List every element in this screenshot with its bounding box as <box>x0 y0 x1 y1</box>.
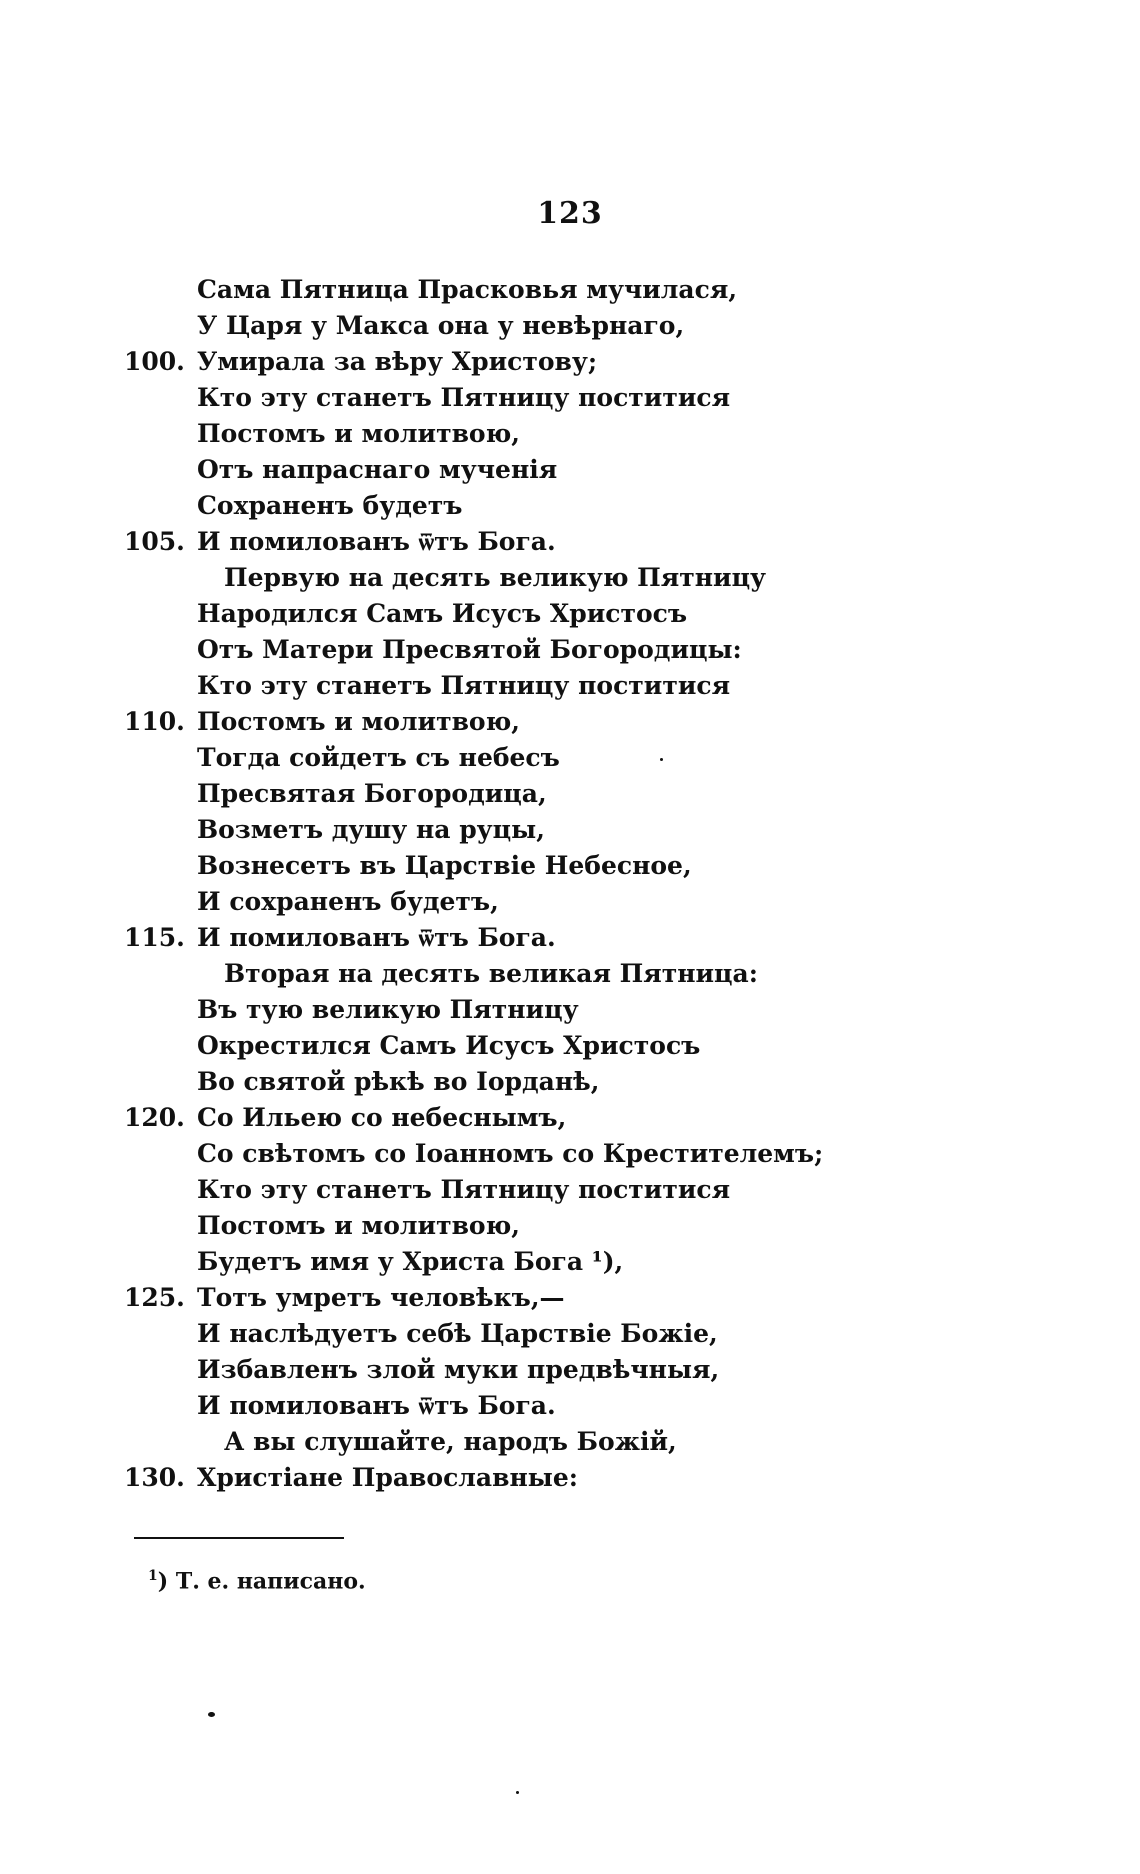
line-text: Тотъ умретъ человѣкъ,— <box>197 1283 565 1312</box>
verse-line <box>0 524 1140 560</box>
verse-line <box>0 812 1140 848</box>
line-text: А вы слушайте, народъ Божій, <box>224 1427 677 1456</box>
verse-line <box>0 344 1140 380</box>
ink-speck <box>660 758 663 761</box>
line-number: 110. <box>124 707 185 736</box>
verse-line <box>0 1460 1140 1496</box>
line-text: Вторая на десять великая Пятница: <box>224 959 758 988</box>
line-text: Вознесетъ въ Царствіе Небесное, <box>197 851 692 880</box>
poem-body <box>0 272 1140 1496</box>
line-text: Кто эту станетъ Пятницу поститися <box>197 671 731 700</box>
verse-line <box>0 1208 1140 1244</box>
line-text: Отъ напраснаго мученія <box>197 455 558 484</box>
verse-line <box>0 1424 1140 1460</box>
line-text: Будетъ имя у Христа Бога ¹), <box>197 1247 624 1276</box>
footnote-divider <box>134 1537 344 1539</box>
verse-line <box>0 1316 1140 1352</box>
line-text: И помилованъ ѿтъ Бога. <box>197 527 556 556</box>
line-text: У Царя у Макса она у невѣрнаго, <box>197 311 685 340</box>
footnote-text: ) Т. е. написано. <box>157 1568 366 1595</box>
line-text: Пресвятая Богородица, <box>197 779 547 808</box>
verse-line <box>0 956 1140 992</box>
line-text: Сама Пятница Прасковья мучилася, <box>197 275 738 304</box>
verse-line <box>0 1064 1140 1100</box>
line-number: 130. <box>124 1463 185 1492</box>
verse-line <box>0 704 1140 740</box>
verse-line <box>0 992 1140 1028</box>
line-number: 105. <box>124 527 185 556</box>
line-text: Тогда сойдетъ съ небесъ <box>197 743 560 772</box>
line-text: Первую на десять великую Пятницу <box>224 563 767 592</box>
verse-line <box>0 1028 1140 1064</box>
line-text: Сохраненъ будетъ <box>197 491 463 520</box>
verse-line <box>0 920 1140 956</box>
line-text: И наслѣдуетъ себѣ Царствіе Божіе, <box>197 1319 718 1348</box>
line-number: 115. <box>124 923 185 952</box>
line-text: Умирала за вѣру Христову; <box>197 347 598 376</box>
line-text: И сохраненъ будетъ, <box>197 887 499 916</box>
verse-line <box>0 668 1140 704</box>
ink-speck <box>516 1791 519 1794</box>
line-text: Постомъ и молитвою, <box>197 1211 520 1240</box>
verse-line <box>0 272 1140 308</box>
line-text: Кто эту станетъ Пятницу поститися <box>197 383 731 412</box>
line-text: Окрестился Самъ Исусъ Христосъ <box>197 1031 701 1060</box>
verse-line <box>0 560 1140 596</box>
line-text: И помилованъ ѿтъ Бога. <box>197 1391 556 1420</box>
ink-speck <box>208 1712 215 1717</box>
line-text: Возметъ душу на руцы, <box>197 815 545 844</box>
verse-line <box>0 488 1140 524</box>
verse-line <box>0 884 1140 920</box>
line-text: Со Ильею со небеснымъ, <box>197 1103 567 1132</box>
verse-line <box>0 1388 1140 1424</box>
line-text: Кто эту станетъ Пятницу поститися <box>197 1175 731 1204</box>
line-text: Постомъ и молитвою, <box>197 419 520 448</box>
line-text: Постомъ и молитвою, <box>197 707 520 736</box>
footnote-marker: 1 <box>148 1568 158 1584</box>
footnote <box>148 1568 366 1594</box>
line-text: Избавленъ злой муки предвѣчныя, <box>197 1355 720 1384</box>
verse-line <box>0 1136 1140 1172</box>
line-text: Отъ Матери Пресвятой Богородицы: <box>197 635 742 664</box>
verse-line <box>0 1100 1140 1136</box>
verse-line <box>0 1352 1140 1388</box>
verse-line <box>0 380 1140 416</box>
line-text: Со свѣтомъ со Іоанномъ со Крестителемъ; <box>197 1139 824 1168</box>
verse-line <box>0 452 1140 488</box>
verse-line <box>0 1244 1140 1280</box>
verse-line <box>0 1280 1140 1316</box>
verse-line <box>0 1172 1140 1208</box>
page-number: 123 <box>537 196 603 231</box>
line-text: Въ тую великую Пятницу <box>197 995 579 1024</box>
line-number: 120. <box>124 1103 185 1132</box>
verse-line <box>0 632 1140 668</box>
verse-line <box>0 776 1140 812</box>
verse-line <box>0 596 1140 632</box>
verse-line <box>0 848 1140 884</box>
line-text: И помилованъ ѿтъ Бога. <box>197 923 556 952</box>
verse-line <box>0 308 1140 344</box>
line-text: Народился Самъ Исусъ Христосъ <box>197 599 688 628</box>
line-text: Христіане Православные: <box>197 1463 578 1492</box>
verse-line <box>0 740 1140 776</box>
line-number: 125. <box>124 1283 185 1312</box>
line-number: 100. <box>124 347 185 376</box>
verse-line <box>0 416 1140 452</box>
line-text: Во святой рѣкѣ во Іорданѣ, <box>197 1067 600 1096</box>
